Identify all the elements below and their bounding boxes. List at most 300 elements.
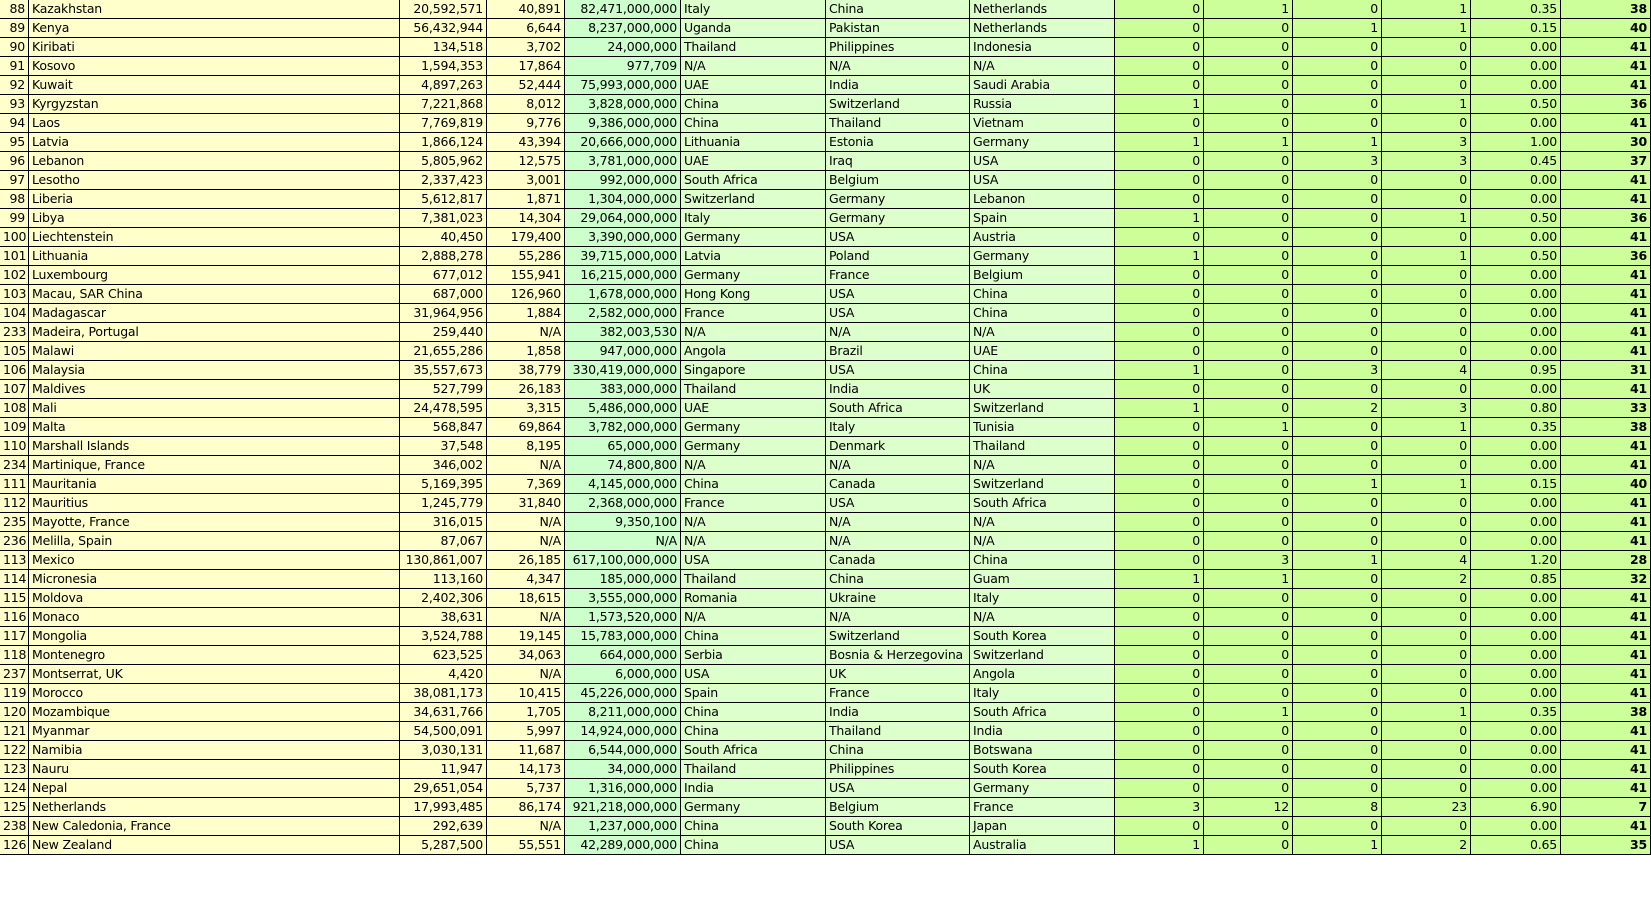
country-cell[interactable]: Kazakhstan xyxy=(29,0,400,19)
gdp-per-capita-cell[interactable]: 34,063 xyxy=(487,646,565,665)
score-a-cell[interactable]: 0 xyxy=(1115,304,1204,323)
partner-2-cell[interactable]: Thailand xyxy=(826,722,970,741)
partner-1-cell[interactable]: France xyxy=(681,304,826,323)
score-a-cell[interactable]: 0 xyxy=(1115,684,1204,703)
rank-cell[interactable]: 38 xyxy=(1561,0,1651,19)
rank-cell[interactable]: 41 xyxy=(1561,380,1651,399)
trade-value-cell[interactable]: 3,555,000,000 xyxy=(565,589,681,608)
partner-1-cell[interactable]: Thailand xyxy=(681,570,826,589)
country-cell[interactable]: Montenegro xyxy=(29,646,400,665)
partner-3-cell[interactable]: Switzerland xyxy=(970,475,1115,494)
weighted-score-cell[interactable]: 0.00 xyxy=(1471,304,1561,323)
rank-cell[interactable]: 28 xyxy=(1561,551,1651,570)
partner-3-cell[interactable]: Saudi Arabia xyxy=(970,76,1115,95)
country-cell[interactable]: Mauritius xyxy=(29,494,400,513)
trade-value-cell[interactable]: 29,064,000,000 xyxy=(565,209,681,228)
weighted-score-cell[interactable]: 0.00 xyxy=(1471,665,1561,684)
row-id-cell[interactable]: 90 xyxy=(0,38,29,57)
partner-2-cell[interactable]: USA xyxy=(826,304,970,323)
total-cell[interactable]: 0 xyxy=(1382,266,1471,285)
trade-value-cell[interactable]: 3,390,000,000 xyxy=(565,228,681,247)
total-cell[interactable]: 0 xyxy=(1382,532,1471,551)
trade-value-cell[interactable]: 383,000,000 xyxy=(565,380,681,399)
partner-3-cell[interactable]: Switzerland xyxy=(970,646,1115,665)
partner-2-cell[interactable]: China xyxy=(826,741,970,760)
partner-2-cell[interactable]: N/A xyxy=(826,456,970,475)
rank-cell[interactable]: 38 xyxy=(1561,703,1651,722)
rank-cell[interactable]: 7 xyxy=(1561,798,1651,817)
score-a-cell[interactable]: 0 xyxy=(1115,190,1204,209)
gdp-per-capita-cell[interactable]: 1,871 xyxy=(487,190,565,209)
population-cell[interactable]: 31,964,956 xyxy=(400,304,487,323)
partner-1-cell[interactable]: China xyxy=(681,475,826,494)
country-cell[interactable]: Monaco xyxy=(29,608,400,627)
score-a-cell[interactable]: 1 xyxy=(1115,209,1204,228)
score-c-cell[interactable]: 0 xyxy=(1293,513,1382,532)
score-a-cell[interactable]: 0 xyxy=(1115,114,1204,133)
partner-1-cell[interactable]: UAE xyxy=(681,152,826,171)
country-cell[interactable]: Kosovo xyxy=(29,57,400,76)
country-cell[interactable]: Maldives xyxy=(29,380,400,399)
total-cell[interactable]: 3 xyxy=(1382,399,1471,418)
trade-value-cell[interactable]: 3,782,000,000 xyxy=(565,418,681,437)
trade-value-cell[interactable]: 3,781,000,000 xyxy=(565,152,681,171)
population-cell[interactable]: 5,169,395 xyxy=(400,475,487,494)
weighted-score-cell[interactable]: 0.00 xyxy=(1471,627,1561,646)
score-b-cell[interactable]: 0 xyxy=(1204,779,1293,798)
gdp-per-capita-cell[interactable]: 55,551 xyxy=(487,836,565,855)
row-id-cell[interactable]: 233 xyxy=(0,323,29,342)
total-cell[interactable]: 0 xyxy=(1382,627,1471,646)
gdp-per-capita-cell[interactable]: 1,884 xyxy=(487,304,565,323)
rank-cell[interactable]: 31 xyxy=(1561,361,1651,380)
gdp-per-capita-cell[interactable]: 5,737 xyxy=(487,779,565,798)
partner-2-cell[interactable]: UK xyxy=(826,665,970,684)
trade-value-cell[interactable]: 1,237,000,000 xyxy=(565,817,681,836)
rank-cell[interactable]: 36 xyxy=(1561,95,1651,114)
population-cell[interactable]: 677,012 xyxy=(400,266,487,285)
trade-value-cell[interactable]: 42,289,000,000 xyxy=(565,836,681,855)
country-cell[interactable]: Montserrat, UK xyxy=(29,665,400,684)
trade-value-cell[interactable]: 24,000,000 xyxy=(565,38,681,57)
score-c-cell[interactable]: 0 xyxy=(1293,304,1382,323)
population-cell[interactable]: 11,947 xyxy=(400,760,487,779)
partner-1-cell[interactable]: China xyxy=(681,114,826,133)
partner-2-cell[interactable]: Brazil xyxy=(826,342,970,361)
trade-value-cell[interactable]: 39,715,000,000 xyxy=(565,247,681,266)
partner-2-cell[interactable]: N/A xyxy=(826,323,970,342)
score-a-cell[interactable]: 0 xyxy=(1115,532,1204,551)
rank-cell[interactable]: 41 xyxy=(1561,304,1651,323)
partner-2-cell[interactable]: Thailand xyxy=(826,114,970,133)
rank-cell[interactable]: 41 xyxy=(1561,646,1651,665)
gdp-per-capita-cell[interactable]: 18,615 xyxy=(487,589,565,608)
partner-1-cell[interactable]: South Africa xyxy=(681,741,826,760)
weighted-score-cell[interactable]: 0.00 xyxy=(1471,646,1561,665)
population-cell[interactable]: 7,769,819 xyxy=(400,114,487,133)
gdp-per-capita-cell[interactable]: N/A xyxy=(487,532,565,551)
population-cell[interactable]: 5,805,962 xyxy=(400,152,487,171)
score-c-cell[interactable]: 0 xyxy=(1293,342,1382,361)
partner-1-cell[interactable]: USA xyxy=(681,665,826,684)
total-cell[interactable]: 0 xyxy=(1382,665,1471,684)
score-c-cell[interactable]: 3 xyxy=(1293,361,1382,380)
weighted-score-cell[interactable]: 0.00 xyxy=(1471,494,1561,513)
partner-1-cell[interactable]: Thailand xyxy=(681,760,826,779)
partner-2-cell[interactable]: Pakistan xyxy=(826,19,970,38)
partner-1-cell[interactable]: Singapore xyxy=(681,361,826,380)
rank-cell[interactable]: 41 xyxy=(1561,817,1651,836)
gdp-per-capita-cell[interactable]: 40,891 xyxy=(487,0,565,19)
score-b-cell[interactable]: 1 xyxy=(1204,703,1293,722)
score-c-cell[interactable]: 0 xyxy=(1293,114,1382,133)
population-cell[interactable]: 38,631 xyxy=(400,608,487,627)
total-cell[interactable]: 1 xyxy=(1382,475,1471,494)
partner-3-cell[interactable]: South Korea xyxy=(970,627,1115,646)
weighted-score-cell[interactable]: 1.00 xyxy=(1471,133,1561,152)
row-id-cell[interactable]: 101 xyxy=(0,247,29,266)
score-b-cell[interactable]: 0 xyxy=(1204,380,1293,399)
gdp-per-capita-cell[interactable]: 3,315 xyxy=(487,399,565,418)
row-id-cell[interactable]: 105 xyxy=(0,342,29,361)
total-cell[interactable]: 0 xyxy=(1382,76,1471,95)
partner-1-cell[interactable]: Uganda xyxy=(681,19,826,38)
score-a-cell[interactable]: 0 xyxy=(1115,513,1204,532)
score-b-cell[interactable]: 0 xyxy=(1204,646,1293,665)
partner-1-cell[interactable]: Thailand xyxy=(681,380,826,399)
total-cell[interactable]: 0 xyxy=(1382,380,1471,399)
country-cell[interactable]: Moldova xyxy=(29,589,400,608)
country-cell[interactable]: Mongolia xyxy=(29,627,400,646)
partner-3-cell[interactable]: Switzerland xyxy=(970,399,1115,418)
weighted-score-cell[interactable]: 0.00 xyxy=(1471,760,1561,779)
population-cell[interactable]: 24,478,595 xyxy=(400,399,487,418)
rank-cell[interactable]: 41 xyxy=(1561,171,1651,190)
score-c-cell[interactable]: 1 xyxy=(1293,19,1382,38)
country-cell[interactable]: Micronesia xyxy=(29,570,400,589)
total-cell[interactable]: 0 xyxy=(1382,779,1471,798)
population-cell[interactable]: 687,000 xyxy=(400,285,487,304)
total-cell[interactable]: 1 xyxy=(1382,418,1471,437)
partner-1-cell[interactable]: Italy xyxy=(681,0,826,19)
rank-cell[interactable]: 41 xyxy=(1561,779,1651,798)
partner-2-cell[interactable]: Poland xyxy=(826,247,970,266)
total-cell[interactable]: 3 xyxy=(1382,152,1471,171)
score-b-cell[interactable]: 0 xyxy=(1204,532,1293,551)
partner-1-cell[interactable]: UAE xyxy=(681,76,826,95)
score-c-cell[interactable]: 0 xyxy=(1293,779,1382,798)
gdp-per-capita-cell[interactable]: 4,347 xyxy=(487,570,565,589)
rank-cell[interactable]: 41 xyxy=(1561,627,1651,646)
score-c-cell[interactable]: 0 xyxy=(1293,760,1382,779)
row-id-cell[interactable]: 107 xyxy=(0,380,29,399)
partner-3-cell[interactable]: Vietnam xyxy=(970,114,1115,133)
score-c-cell[interactable]: 1 xyxy=(1293,133,1382,152)
score-c-cell[interactable]: 0 xyxy=(1293,95,1382,114)
score-a-cell[interactable]: 1 xyxy=(1115,133,1204,152)
gdp-per-capita-cell[interactable]: 26,183 xyxy=(487,380,565,399)
gdp-per-capita-cell[interactable]: 179,400 xyxy=(487,228,565,247)
trade-value-cell[interactable]: 1,573,520,000 xyxy=(565,608,681,627)
gdp-per-capita-cell[interactable]: 11,687 xyxy=(487,741,565,760)
country-cell[interactable]: Lebanon xyxy=(29,152,400,171)
score-c-cell[interactable]: 0 xyxy=(1293,494,1382,513)
trade-value-cell[interactable]: 2,582,000,000 xyxy=(565,304,681,323)
trade-value-cell[interactable]: 20,666,000,000 xyxy=(565,133,681,152)
score-b-cell[interactable]: 0 xyxy=(1204,247,1293,266)
total-cell[interactable]: 0 xyxy=(1382,494,1471,513)
country-cell[interactable]: New Zealand xyxy=(29,836,400,855)
country-cell[interactable]: Kiribati xyxy=(29,38,400,57)
weighted-score-cell[interactable]: 0.00 xyxy=(1471,741,1561,760)
total-cell[interactable]: 1 xyxy=(1382,19,1471,38)
score-b-cell[interactable]: 0 xyxy=(1204,323,1293,342)
score-a-cell[interactable]: 0 xyxy=(1115,779,1204,798)
score-a-cell[interactable]: 0 xyxy=(1115,418,1204,437)
rank-cell[interactable]: 37 xyxy=(1561,152,1651,171)
score-b-cell[interactable]: 0 xyxy=(1204,152,1293,171)
total-cell[interactable]: 0 xyxy=(1382,817,1471,836)
population-cell[interactable]: 316,015 xyxy=(400,513,487,532)
rank-cell[interactable]: 41 xyxy=(1561,228,1651,247)
population-cell[interactable]: 527,799 xyxy=(400,380,487,399)
row-id-cell[interactable]: 237 xyxy=(0,665,29,684)
score-c-cell[interactable]: 0 xyxy=(1293,532,1382,551)
gdp-per-capita-cell[interactable]: 31,840 xyxy=(487,494,565,513)
rank-cell[interactable]: 41 xyxy=(1561,342,1651,361)
score-a-cell[interactable]: 0 xyxy=(1115,38,1204,57)
country-cell[interactable]: Kenya xyxy=(29,19,400,38)
total-cell[interactable]: 0 xyxy=(1382,38,1471,57)
country-cell[interactable]: Nepal xyxy=(29,779,400,798)
score-a-cell[interactable]: 0 xyxy=(1115,589,1204,608)
partner-2-cell[interactable]: Canada xyxy=(826,475,970,494)
weighted-score-cell[interactable]: 6.90 xyxy=(1471,798,1561,817)
partner-2-cell[interactable]: France xyxy=(826,684,970,703)
gdp-per-capita-cell[interactable]: 1,858 xyxy=(487,342,565,361)
country-cell[interactable]: Latvia xyxy=(29,133,400,152)
country-cell[interactable]: Mexico xyxy=(29,551,400,570)
population-cell[interactable]: 2,888,278 xyxy=(400,247,487,266)
score-c-cell[interactable]: 2 xyxy=(1293,399,1382,418)
total-cell[interactable]: 0 xyxy=(1382,228,1471,247)
weighted-score-cell[interactable]: 0.85 xyxy=(1471,570,1561,589)
score-c-cell[interactable]: 0 xyxy=(1293,570,1382,589)
partner-3-cell[interactable]: Australia xyxy=(970,836,1115,855)
partner-2-cell[interactable]: N/A xyxy=(826,532,970,551)
rank-cell[interactable]: 41 xyxy=(1561,722,1651,741)
score-c-cell[interactable]: 0 xyxy=(1293,665,1382,684)
partner-1-cell[interactable]: N/A xyxy=(681,532,826,551)
score-c-cell[interactable]: 1 xyxy=(1293,475,1382,494)
trade-value-cell[interactable]: 382,003,530 xyxy=(565,323,681,342)
score-c-cell[interactable]: 0 xyxy=(1293,418,1382,437)
partner-3-cell[interactable]: N/A xyxy=(970,57,1115,76)
score-b-cell[interactable]: 0 xyxy=(1204,494,1293,513)
country-cell[interactable]: Mozambique xyxy=(29,703,400,722)
partner-3-cell[interactable]: UK xyxy=(970,380,1115,399)
partner-2-cell[interactable]: USA xyxy=(826,836,970,855)
partner-3-cell[interactable]: Indonesia xyxy=(970,38,1115,57)
total-cell[interactable]: 23 xyxy=(1382,798,1471,817)
partner-3-cell[interactable]: UAE xyxy=(970,342,1115,361)
partner-3-cell[interactable]: Germany xyxy=(970,247,1115,266)
trade-value-cell[interactable]: 617,100,000,000 xyxy=(565,551,681,570)
score-a-cell[interactable]: 0 xyxy=(1115,437,1204,456)
population-cell[interactable]: 1,866,124 xyxy=(400,133,487,152)
trade-value-cell[interactable]: 330,419,000,000 xyxy=(565,361,681,380)
score-c-cell[interactable]: 0 xyxy=(1293,228,1382,247)
score-b-cell[interactable]: 0 xyxy=(1204,627,1293,646)
rank-cell[interactable]: 36 xyxy=(1561,209,1651,228)
score-a-cell[interactable]: 0 xyxy=(1115,627,1204,646)
partner-1-cell[interactable]: N/A xyxy=(681,57,826,76)
row-id-cell[interactable]: 93 xyxy=(0,95,29,114)
weighted-score-cell[interactable]: 0.00 xyxy=(1471,342,1561,361)
weighted-score-cell[interactable]: 0.00 xyxy=(1471,285,1561,304)
total-cell[interactable]: 2 xyxy=(1382,570,1471,589)
partner-2-cell[interactable]: India xyxy=(826,703,970,722)
trade-value-cell[interactable]: 9,386,000,000 xyxy=(565,114,681,133)
score-c-cell[interactable]: 0 xyxy=(1293,171,1382,190)
trade-value-cell[interactable]: 921,218,000,000 xyxy=(565,798,681,817)
partner-3-cell[interactable]: China xyxy=(970,304,1115,323)
partner-3-cell[interactable]: China xyxy=(970,551,1115,570)
country-cell[interactable]: Myanmar xyxy=(29,722,400,741)
rank-cell[interactable]: 41 xyxy=(1561,456,1651,475)
score-b-cell[interactable]: 0 xyxy=(1204,57,1293,76)
weighted-score-cell[interactable]: 0.00 xyxy=(1471,437,1561,456)
rank-cell[interactable]: 41 xyxy=(1561,57,1651,76)
trade-value-cell[interactable]: 1,316,000,000 xyxy=(565,779,681,798)
weighted-score-cell[interactable]: 0.00 xyxy=(1471,114,1561,133)
score-a-cell[interactable]: 0 xyxy=(1115,152,1204,171)
score-b-cell[interactable]: 0 xyxy=(1204,589,1293,608)
partner-2-cell[interactable]: India xyxy=(826,76,970,95)
total-cell[interactable]: 0 xyxy=(1382,304,1471,323)
rank-cell[interactable]: 41 xyxy=(1561,513,1651,532)
score-c-cell[interactable]: 0 xyxy=(1293,38,1382,57)
row-id-cell[interactable]: 234 xyxy=(0,456,29,475)
gdp-per-capita-cell[interactable]: 69,864 xyxy=(487,418,565,437)
partner-1-cell[interactable]: China xyxy=(681,836,826,855)
rank-cell[interactable]: 41 xyxy=(1561,684,1651,703)
score-b-cell[interactable]: 0 xyxy=(1204,266,1293,285)
score-a-cell[interactable]: 1 xyxy=(1115,399,1204,418)
rank-cell[interactable]: 32 xyxy=(1561,570,1651,589)
total-cell[interactable]: 0 xyxy=(1382,190,1471,209)
rank-cell[interactable]: 41 xyxy=(1561,323,1651,342)
partner-2-cell[interactable]: Germany xyxy=(826,209,970,228)
total-cell[interactable]: 3 xyxy=(1382,133,1471,152)
population-cell[interactable]: 2,337,423 xyxy=(400,171,487,190)
rank-cell[interactable]: 40 xyxy=(1561,19,1651,38)
score-a-cell[interactable]: 0 xyxy=(1115,608,1204,627)
total-cell[interactable]: 0 xyxy=(1382,741,1471,760)
partner-2-cell[interactable]: Germany xyxy=(826,190,970,209)
partner-2-cell[interactable]: USA xyxy=(826,779,970,798)
rank-cell[interactable]: 30 xyxy=(1561,133,1651,152)
population-cell[interactable]: 4,420 xyxy=(400,665,487,684)
weighted-score-cell[interactable]: 0.00 xyxy=(1471,513,1561,532)
score-b-cell[interactable]: 0 xyxy=(1204,228,1293,247)
partner-2-cell[interactable]: Philippines xyxy=(826,760,970,779)
partner-1-cell[interactable]: Italy xyxy=(681,209,826,228)
row-id-cell[interactable]: 103 xyxy=(0,285,29,304)
partner-3-cell[interactable]: Spain xyxy=(970,209,1115,228)
total-cell[interactable]: 0 xyxy=(1382,722,1471,741)
partner-2-cell[interactable]: N/A xyxy=(826,608,970,627)
score-c-cell[interactable]: 0 xyxy=(1293,817,1382,836)
partner-2-cell[interactable]: Italy xyxy=(826,418,970,437)
score-a-cell[interactable]: 0 xyxy=(1115,228,1204,247)
total-cell[interactable]: 0 xyxy=(1382,285,1471,304)
partner-3-cell[interactable]: South Africa xyxy=(970,703,1115,722)
rank-cell[interactable]: 41 xyxy=(1561,589,1651,608)
country-cell[interactable]: Lesotho xyxy=(29,171,400,190)
trade-value-cell[interactable]: 664,000,000 xyxy=(565,646,681,665)
score-a-cell[interactable]: 1 xyxy=(1115,361,1204,380)
population-cell[interactable]: 17,993,485 xyxy=(400,798,487,817)
weighted-score-cell[interactable]: 0.80 xyxy=(1471,399,1561,418)
weighted-score-cell[interactable]: 0.00 xyxy=(1471,380,1561,399)
score-a-cell[interactable]: 0 xyxy=(1115,323,1204,342)
population-cell[interactable]: 1,594,353 xyxy=(400,57,487,76)
total-cell[interactable]: 0 xyxy=(1382,342,1471,361)
total-cell[interactable]: 4 xyxy=(1382,551,1471,570)
row-id-cell[interactable]: 108 xyxy=(0,399,29,418)
score-a-cell[interactable]: 0 xyxy=(1115,817,1204,836)
trade-value-cell[interactable]: 6,544,000,000 xyxy=(565,741,681,760)
rank-cell[interactable]: 41 xyxy=(1561,38,1651,57)
partner-1-cell[interactable]: Lithuania xyxy=(681,133,826,152)
row-id-cell[interactable]: 115 xyxy=(0,589,29,608)
row-id-cell[interactable]: 125 xyxy=(0,798,29,817)
partner-1-cell[interactable]: Germany xyxy=(681,798,826,817)
weighted-score-cell[interactable]: 0.00 xyxy=(1471,323,1561,342)
partner-3-cell[interactable]: Austria xyxy=(970,228,1115,247)
trade-value-cell[interactable]: 977,709 xyxy=(565,57,681,76)
score-b-cell[interactable]: 1 xyxy=(1204,418,1293,437)
weighted-score-cell[interactable]: 0.15 xyxy=(1471,475,1561,494)
score-c-cell[interactable]: 0 xyxy=(1293,247,1382,266)
score-b-cell[interactable]: 0 xyxy=(1204,817,1293,836)
population-cell[interactable]: 7,381,023 xyxy=(400,209,487,228)
score-a-cell[interactable]: 0 xyxy=(1115,665,1204,684)
score-b-cell[interactable]: 0 xyxy=(1204,741,1293,760)
partner-1-cell[interactable]: Romania xyxy=(681,589,826,608)
partner-2-cell[interactable]: Denmark xyxy=(826,437,970,456)
population-cell[interactable]: 5,612,817 xyxy=(400,190,487,209)
country-cell[interactable]: Namibia xyxy=(29,741,400,760)
gdp-per-capita-cell[interactable]: 19,145 xyxy=(487,627,565,646)
partner-2-cell[interactable]: USA xyxy=(826,285,970,304)
weighted-score-cell[interactable]: 0.00 xyxy=(1471,456,1561,475)
partner-3-cell[interactable]: China xyxy=(970,285,1115,304)
score-c-cell[interactable]: 8 xyxy=(1293,798,1382,817)
score-b-cell[interactable]: 0 xyxy=(1204,304,1293,323)
row-id-cell[interactable]: 114 xyxy=(0,570,29,589)
score-c-cell[interactable]: 0 xyxy=(1293,76,1382,95)
partner-1-cell[interactable]: Germany xyxy=(681,266,826,285)
score-a-cell[interactable]: 1 xyxy=(1115,570,1204,589)
partner-2-cell[interactable]: South Korea xyxy=(826,817,970,836)
partner-3-cell[interactable]: Belgium xyxy=(970,266,1115,285)
score-c-cell[interactable]: 3 xyxy=(1293,152,1382,171)
partner-1-cell[interactable]: USA xyxy=(681,551,826,570)
trade-value-cell[interactable]: 992,000,000 xyxy=(565,171,681,190)
partner-2-cell[interactable]: USA xyxy=(826,361,970,380)
